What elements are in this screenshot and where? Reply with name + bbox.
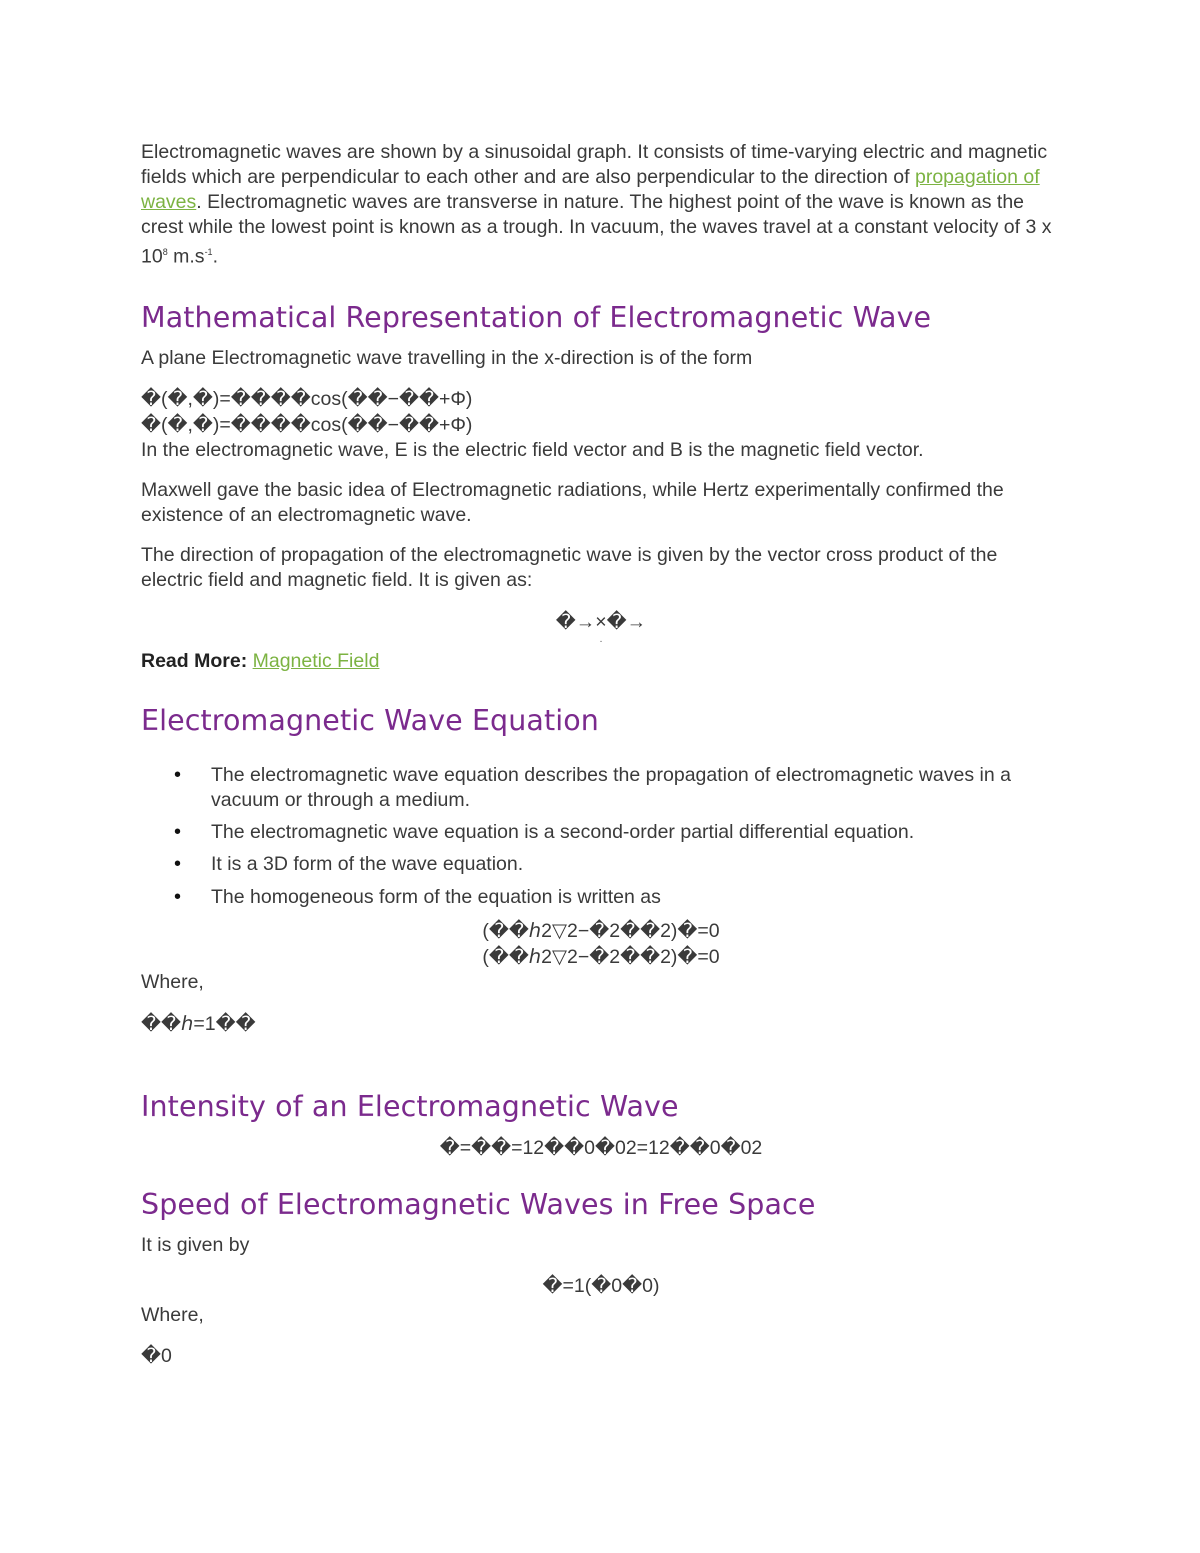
list-item: • The electromagnetic wave equation describes the propagation of electromagnetic waves in a vacuum or through a medium. — [211, 763, 1061, 813]
cross-product-paragraph: The direction of propagation of the electromagnetic wave is given by the vector cross product of the electric field and magnetic field. It is given as: — [141, 543, 998, 591]
intro-unit: m.s — [167, 245, 205, 268]
equation-electric-field: �(�,�)=����cos(��−��+Φ) — [141, 387, 473, 410]
read-more-label: Read More: — [141, 649, 248, 672]
list-item: • The homogeneous form of the equation is written as — [211, 885, 1061, 910]
epsilon-zero-term: �0 — [141, 1344, 172, 1367]
homogeneous-equation-1: (��ℎ2▽2−�2��2)�=0 — [482, 919, 720, 942]
heading-wave-equation: Electromagnetic Wave Equation — [141, 703, 599, 737]
list-item: • The electromagnetic wave equation is a second-order partial differential equation. — [211, 820, 1061, 845]
wave-speed-definition: ��ℎ=1�� — [141, 1012, 256, 1035]
field-vectors-paragraph: In the electromagnetic wave, E is the electric field vector and B is the magnetic field vector. — [141, 438, 924, 461]
plane-wave-lead: A plane Electromagnetic wave travelling in the x-direction is of the form — [141, 346, 753, 369]
speed-equation: �=1(�0�0) — [542, 1274, 660, 1297]
given-by-lead: It is given by — [141, 1233, 250, 1256]
intensity-equation: �=��=12��0�02=12��0�02 — [439, 1136, 763, 1159]
read-more-line — [141, 649, 1061, 674]
exponent-8: 8 — [162, 247, 168, 257]
maxwell-hertz-paragraph: Maxwell gave the basic idea of Electromagnetic radiations, while Hertz experimentally confirmed the existence of an electromagnetic wave. — [141, 478, 1004, 526]
equation-dot: . — [599, 633, 603, 645]
heading-math-representation: Mathematical Representation of Electromagnetic Wave — [141, 300, 932, 334]
cross-product-equation: �→×�→ — [555, 610, 647, 633]
heading-intensity: Intensity of an Electromagnetic Wave — [141, 1089, 679, 1123]
where-label-2: Where, — [141, 1303, 204, 1326]
intro-paragraph — [141, 140, 1061, 270]
intro-text-continued: . Electromagnetic waves are transverse in nature. The highest point of the wave is known as the crest while the lowest point is known as a trough. In vacuum, the waves travel at a constant velocity of 3 x 10 — [141, 191, 1052, 268]
where-label: Where, — [141, 970, 204, 993]
intro-text: Electromagnetic waves are shown by a sinusoidal graph. It consists of time-varying electric and magnetic fields which are perpendicular to each other and are also perpendicular to the direction of — [141, 141, 1048, 188]
propagation-of-waves-link[interactable]: propagation of waves — [141, 166, 1040, 213]
magnetic-field-link[interactable]: Magnetic Field — [252, 649, 380, 672]
equation-magnetic-field: �(�,�)=����cos(��−��+Φ) — [141, 413, 473, 436]
list-item: • It is a 3D form of the wave equation. — [211, 852, 1061, 877]
intro-period: . — [212, 245, 218, 268]
document-page — [141, 140, 1061, 1369]
heading-speed-free-space: Speed of Electromagnetic Waves in Free Space — [141, 1187, 816, 1221]
homogeneous-equation-2: (��ℎ2▽2−�2��2)�=0 — [482, 945, 720, 968]
wave-equation-list — [141, 763, 1061, 910]
exponent-minus-1: -1 — [204, 247, 213, 257]
